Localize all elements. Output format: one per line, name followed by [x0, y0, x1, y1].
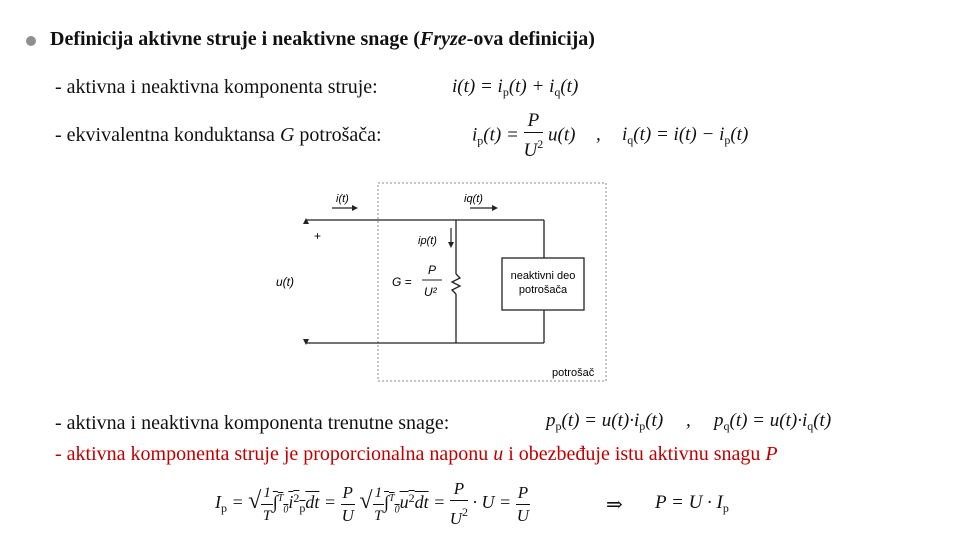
- current-components-text: - aktivna i neaktivna komponenta struje:: [55, 76, 378, 98]
- active-power-equation: $P = U \cdot I_p$: [655, 492, 729, 515]
- ip-arrow-icon: [448, 242, 454, 248]
- rms-active-current-formula: $I_p$ = √ $\frac{1}{T}$ $\int^T_0i^2_pdt$ = $\frac{P}{U}$ √ $\frac{1}{T}$ $\int^T_0u^2dt$ = $\frac{P}{U^2}$ · U = $\frac{P}{U}$: [215, 479, 530, 528]
- label-G: G =: [392, 275, 412, 289]
- label-P: P: [428, 263, 437, 277]
- current-arrow-icon: [352, 205, 358, 211]
- label-ip: ip(t): [418, 235, 437, 247]
- reactive-power-formula: $p_q(t) = u(t)\cdot i_q(t)$: [714, 410, 832, 433]
- page-title: Definicija aktivne struje i neaktivne snage (Fryze-ova definicija): [50, 28, 595, 50]
- iq-arrow-icon: [492, 205, 498, 211]
- box-label-line1: neaktivni deo: [510, 270, 576, 282]
- active-current-formula: $i_p(t)$ = $\frac{P}{U^2}$ u(t): [472, 110, 576, 161]
- label-iq: iq(t): [464, 193, 483, 205]
- implies-icon: ⇒: [606, 494, 623, 516]
- bullet-icon: [26, 36, 36, 46]
- terminal-bottom-icon: [303, 339, 309, 345]
- label-U2: U²: [424, 285, 437, 299]
- label-u: u(t): [276, 275, 294, 289]
- terminal-top-icon: [303, 218, 309, 224]
- current-decomposition-formula: $i(t) = i_p(t) + i_q(t)$: [452, 76, 579, 99]
- box-label-line2: potrošača: [518, 284, 568, 296]
- active-power-formula: $p_p(t) = u(t)\cdot i_p(t)$: [546, 410, 664, 433]
- resistor-icon: [452, 274, 460, 294]
- conductance-text: - ekvivalentna konduktansa G potrošača:: [55, 124, 382, 146]
- label-plus: +: [314, 229, 322, 243]
- label-consumer: potrošač: [552, 367, 595, 379]
- reactive-current-formula: $i_q(t) = i(t) - i_p(t)$: [622, 124, 749, 147]
- active-current-statement: - aktivna komponenta struje je proporcionalna naponu u i obezbeđuje istu aktivnu snagu P: [55, 443, 778, 465]
- formula-separator: ,: [596, 124, 601, 145]
- label-i: i(t): [336, 193, 349, 205]
- power-formula-separator: ,: [686, 410, 691, 431]
- power-components-text: - aktivna i neaktivna komponenta trenutne snage:: [55, 412, 450, 434]
- circuit-diagram: [270, 178, 620, 388]
